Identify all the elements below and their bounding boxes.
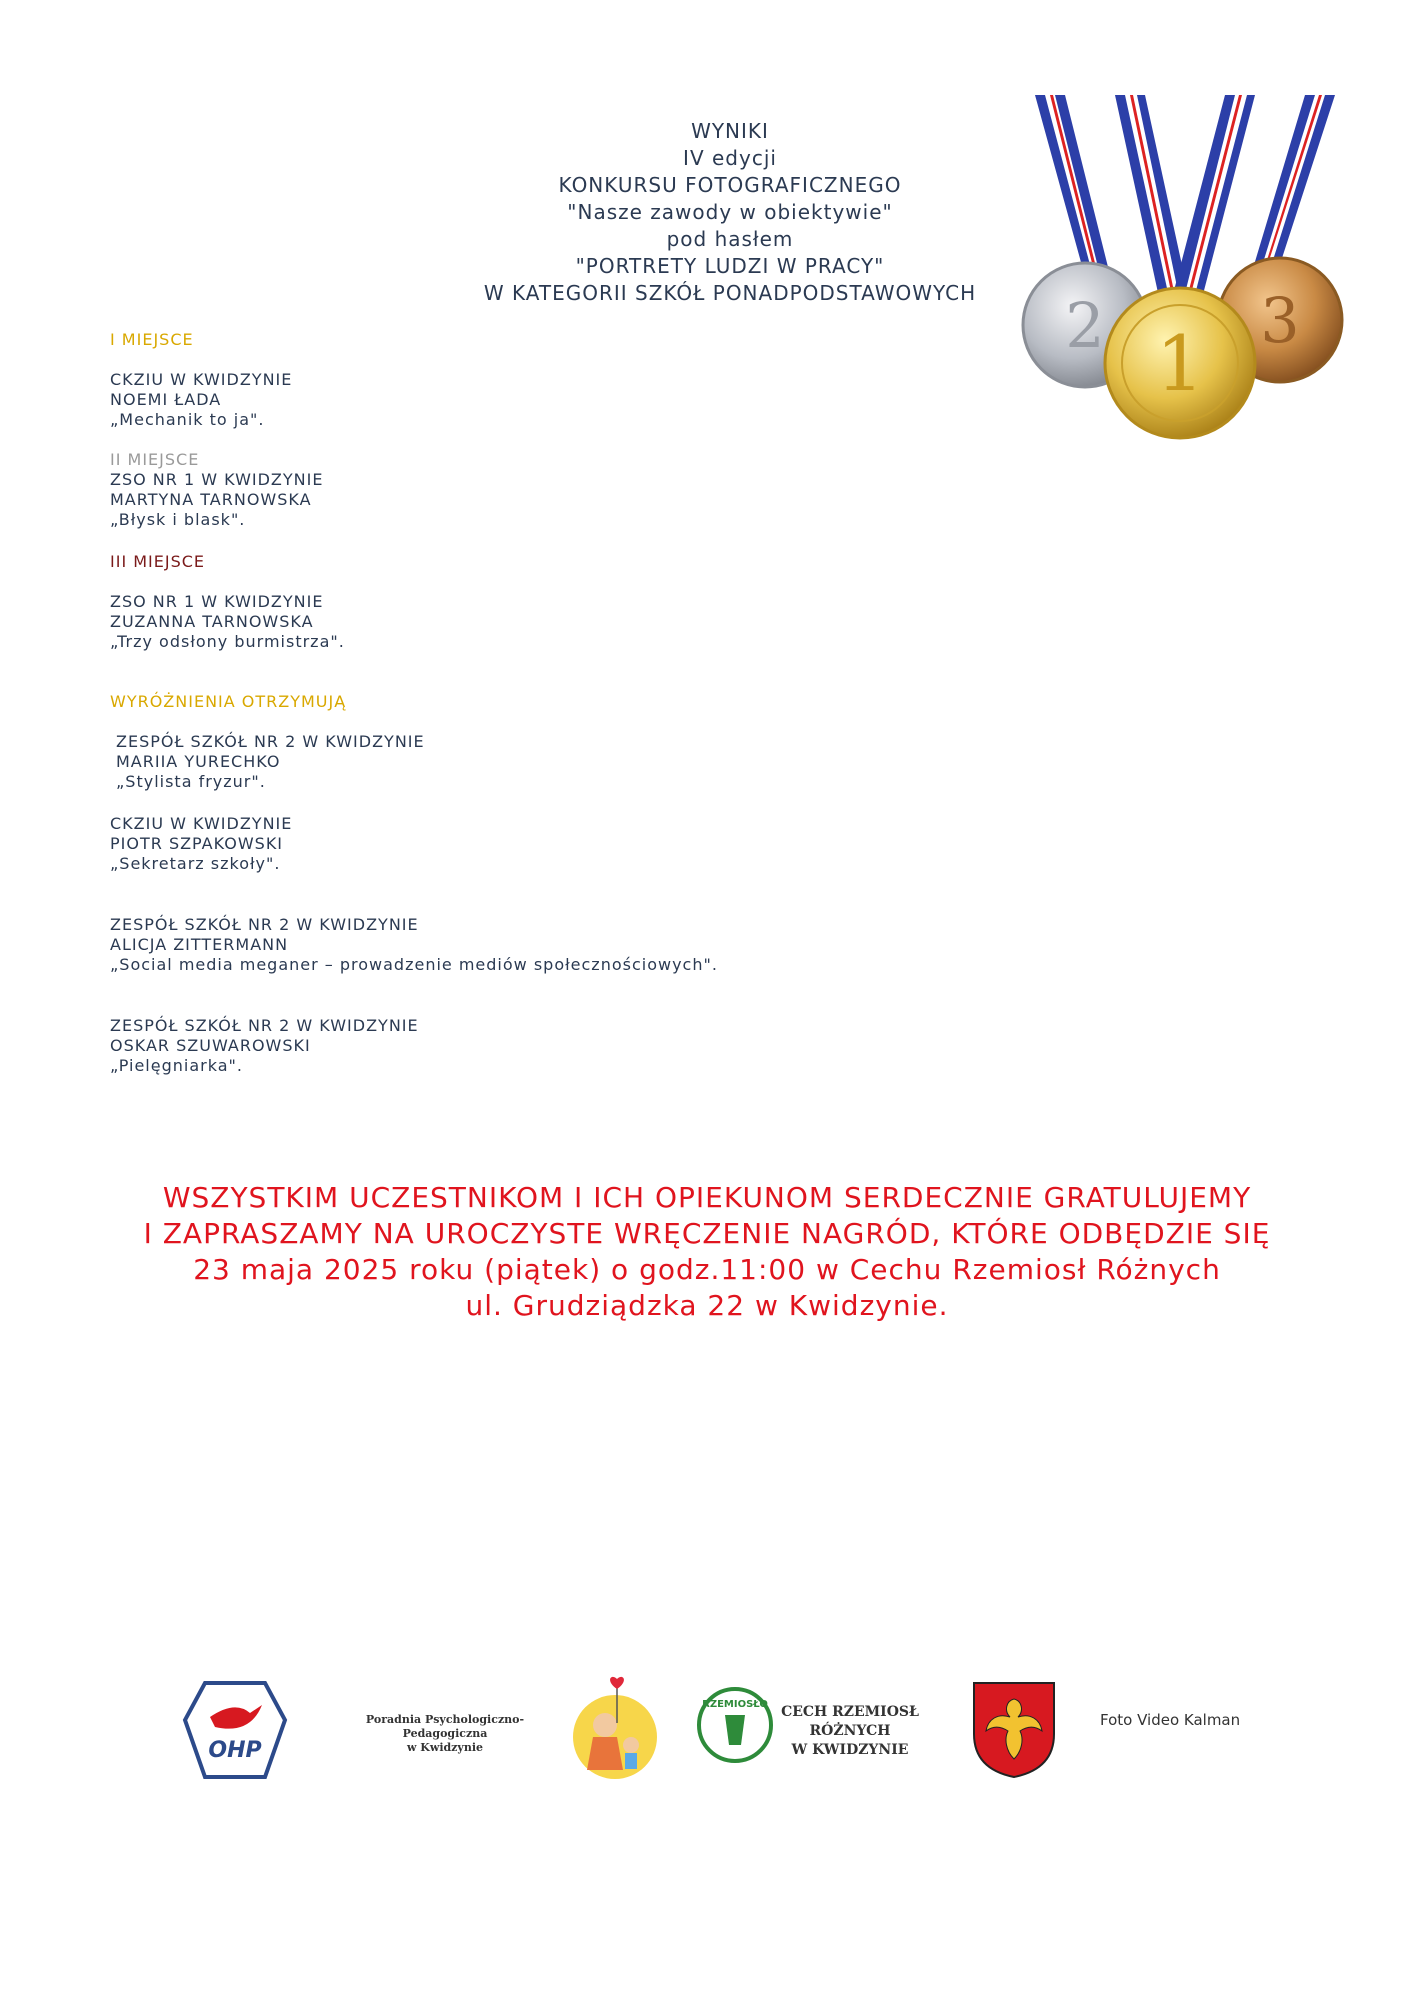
poradnia-name: Poradnia Psychologiczno-Pedagogiczna xyxy=(365,1713,525,1740)
distinction-title: „Stylista fryzur". xyxy=(116,772,266,791)
invitation-line: ul. Grudziądzka 22 w Kwidzynie. xyxy=(465,1289,949,1322)
distinction-entry xyxy=(110,814,292,874)
distinction-title: „Pielęgniarka". xyxy=(110,1056,243,1075)
third-place-entry xyxy=(110,592,345,652)
header-edition: IV edycji xyxy=(683,146,777,170)
third-place-name: ZUZANNA TARNOWSKA xyxy=(110,612,314,631)
first-place-heading: I MIEJSCE xyxy=(110,330,194,349)
header-motto-intro: pod hasłem xyxy=(666,227,794,251)
distinction-entry xyxy=(116,732,425,792)
second-place-entry xyxy=(110,470,323,530)
ohp-logo xyxy=(180,1675,290,1785)
second-place-heading: II MIEJSCE xyxy=(110,450,200,469)
distinction-title: „Social media meganer – prowadzenie mediów społecznościowych". xyxy=(110,955,718,974)
cech-name-line1: CECH RZEMIOSŁ xyxy=(781,1704,919,1720)
first-place-school: CKZIU W KWIDZYNIE xyxy=(110,370,293,389)
first-place-entry xyxy=(110,370,292,430)
gold-medal-label: 1 xyxy=(1155,319,1205,408)
distinction-name: ALICJA ZITTERMANN xyxy=(110,935,289,954)
bronze-medal-label: 3 xyxy=(1260,284,1300,357)
second-place-school: ZSO NR 1 W KWIDZYNIE xyxy=(110,470,324,489)
third-place-school: ZSO NR 1 W KWIDZYNIE xyxy=(110,592,324,611)
header-contest: KONKURSU FOTOGRAFICZNEGO xyxy=(558,173,902,197)
sponsor-logos xyxy=(180,1675,1300,1795)
medals-illustration xyxy=(1020,95,1360,445)
cech-name-line2: RÓŻNYCH xyxy=(809,1723,891,1739)
poradnia-city: w Kwidzynie xyxy=(406,1741,483,1754)
cech-badge-logo xyxy=(695,1685,775,1765)
silver-medal-label: 2 xyxy=(1065,289,1105,362)
page-header xyxy=(420,118,1040,307)
first-place-name: NOEMI ŁADA xyxy=(110,390,222,409)
invitation-line: WSZYSTKIM UCZESTNIKOM I ICH OPIEKUNOM SERDECZNIE GRATULUJEMY xyxy=(162,1181,1252,1214)
distinctions-heading: WYRÓŻNIENIA OTRZYMUJĄ xyxy=(110,692,347,711)
gold-medal xyxy=(1105,288,1255,438)
header-motto: "PORTRETY LUDZI W PRACY" xyxy=(575,254,885,278)
invitation-line: I ZAPRASZAMY NA UROCZYSTE WRĘCZENIE NAGRÓD, KTÓRE ODBĘDZIE SIĘ xyxy=(143,1217,1271,1250)
foto-video-kalman: Foto Video Kalman xyxy=(1100,1711,1241,1729)
invitation-line: 23 maja 2025 roku (piątek) o godz.11:00 w Cechu Rzemiosł Różnych xyxy=(193,1253,1221,1286)
distinction-school: CKZIU W KWIDZYNIE xyxy=(110,814,293,833)
distinction-name: OSKAR SZUWAROWSKI xyxy=(110,1036,311,1055)
cech-badge-text: RZEMIOSŁO xyxy=(702,1699,768,1710)
second-place-name: MARTYNA TARNOWSKA xyxy=(110,490,312,509)
header-title: WYNIKI xyxy=(691,119,769,143)
poradnia-children-logo xyxy=(565,1675,665,1785)
third-place-title: „Trzy odsłony burmistrza". xyxy=(110,632,345,651)
first-place-title: „Mechanik to ja". xyxy=(110,410,265,429)
header-contest-name: "Nasze zawody w obiektywie" xyxy=(567,200,893,224)
kwidzyn-coat-of-arms xyxy=(970,1679,1058,1779)
distinction-name: MARIIA YURECHKO xyxy=(116,752,281,771)
poradnia-logo-text xyxy=(330,1713,560,1755)
third-place-heading: III MIEJSCE xyxy=(110,552,206,571)
header-category: W KATEGORII SZKÓŁ PONADPODSTAWOWYCH xyxy=(483,281,977,305)
second-place-title: „Błysk i blask". xyxy=(110,510,246,529)
invitation-text xyxy=(100,1180,1314,1324)
cech-name-line3: W KWIDZYNIE xyxy=(791,1742,909,1758)
cech-logo-text xyxy=(780,1703,920,1760)
distinction-name: PIOTR SZPAKOWSKI xyxy=(110,834,284,853)
distinction-entry xyxy=(110,1016,419,1076)
distinction-school: ZESPÓŁ SZKÓŁ NR 2 W KWIDZYNIE xyxy=(110,915,419,934)
distinction-school: ZESPÓŁ SZKÓŁ NR 2 W KWIDZYNIE xyxy=(110,1016,419,1035)
distinction-entry xyxy=(110,915,718,975)
distinction-school: ZESPÓŁ SZKÓŁ NR 2 W KWIDZYNIE xyxy=(116,732,425,751)
ohp-logo-text: OHP xyxy=(208,1738,262,1763)
distinction-title: „Sekretarz szkoły". xyxy=(110,854,281,873)
